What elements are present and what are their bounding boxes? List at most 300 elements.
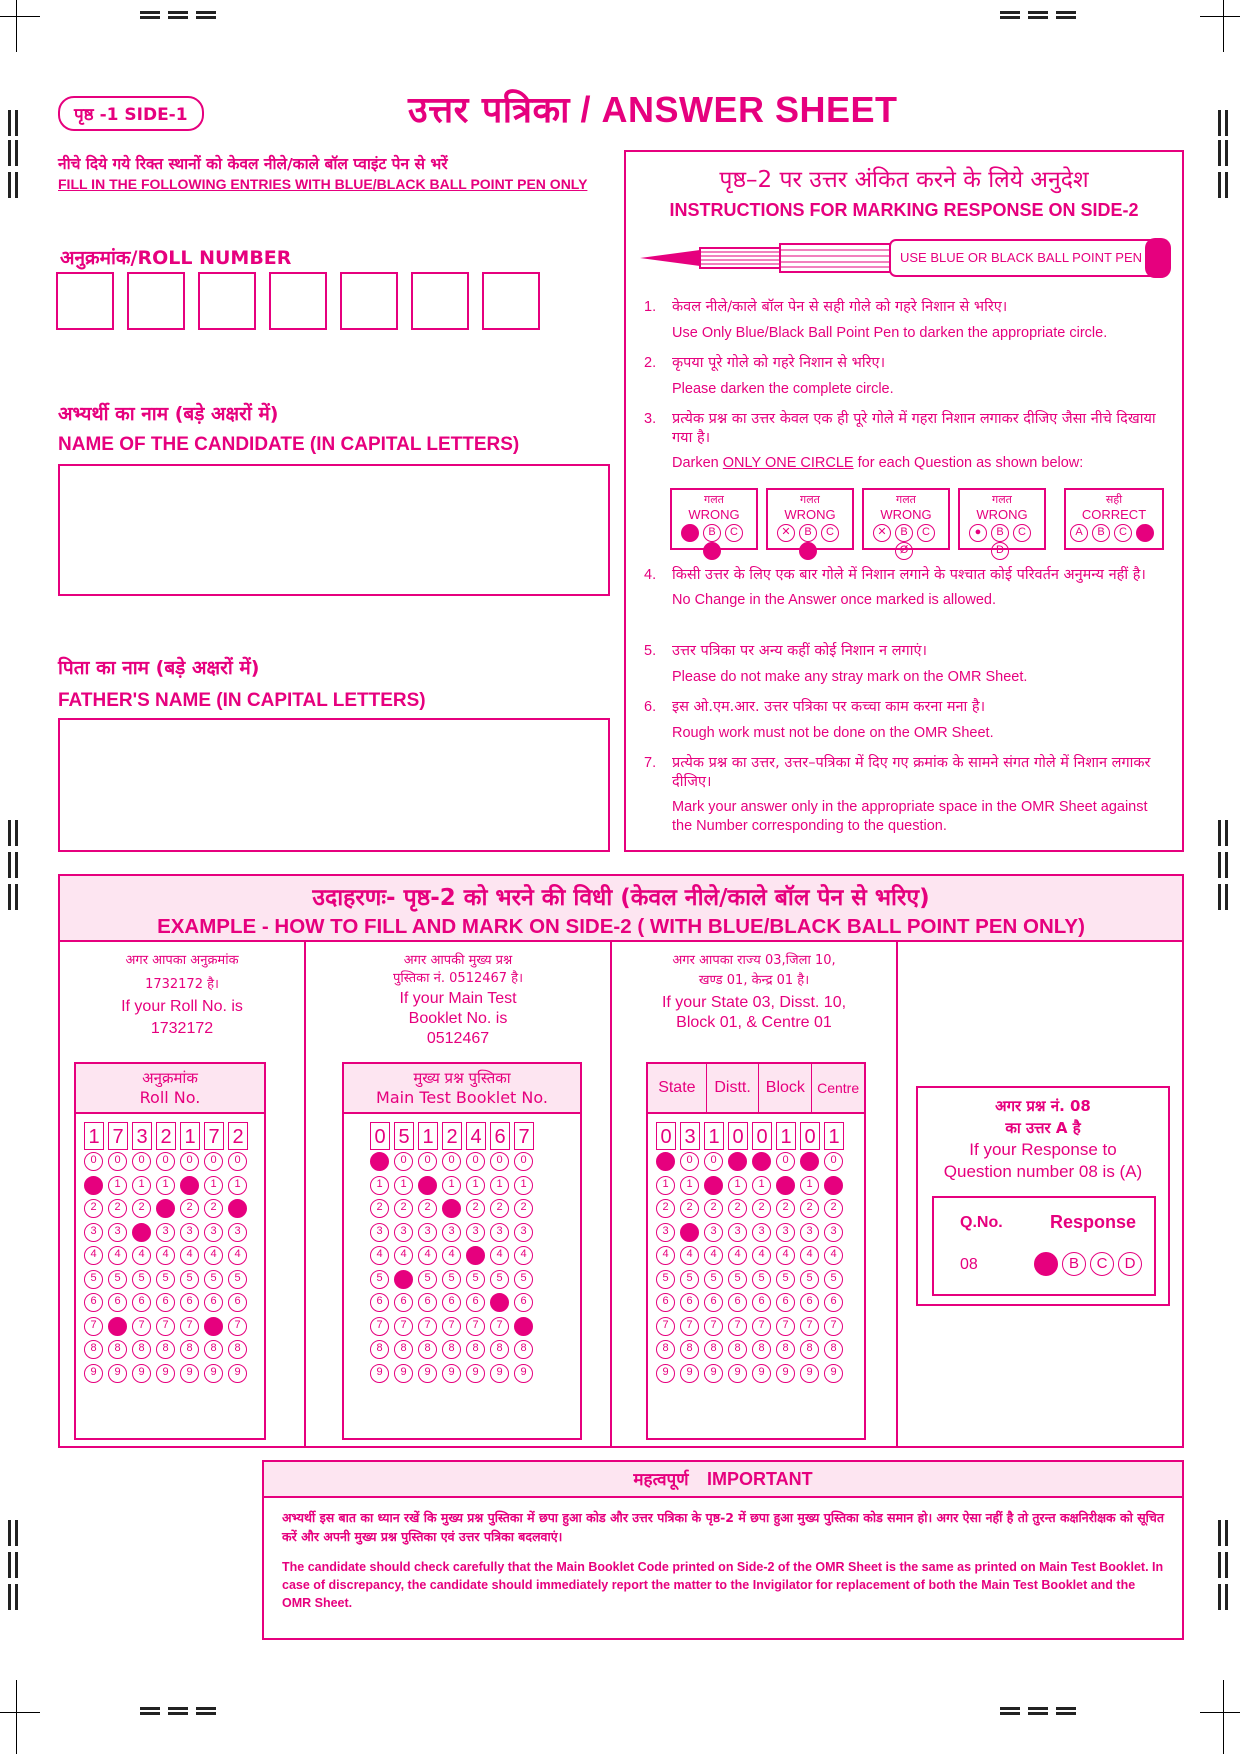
state-bubble-c8-4[interactable]: 4 — [824, 1246, 843, 1265]
roll-bubble-c2-1[interactable]: 1 — [108, 1176, 127, 1195]
page-title — [408, 84, 898, 133]
roll-bubble-c5-9[interactable]: 9 — [180, 1364, 199, 1383]
roll-bubble-c7-0[interactable]: 0 — [228, 1152, 247, 1171]
roll-bubble-c2-2[interactable]: 2 — [108, 1199, 127, 1218]
booklet-bubble-row-9 — [370, 1364, 538, 1388]
roll-bubble-c6-0[interactable]: 0 — [204, 1152, 223, 1171]
state-bubble-c3-6[interactable]: 6 — [704, 1293, 723, 1312]
state-bubble-row-7 — [656, 1317, 848, 1341]
state-bubble-c1-7[interactable]: 7 — [656, 1317, 675, 1336]
roll-bubble-c6-7[interactable]: 7 — [204, 1317, 223, 1336]
state-bubble-c3-3[interactable]: 3 — [704, 1223, 723, 1242]
item-english: No Change in the Answer once marked is allowed. — [672, 592, 997, 608]
state-bubble-c7-6[interactable]: 6 — [800, 1293, 819, 1312]
crop-mark-top-right — [1200, 0, 1240, 52]
state-digit-4: 0 — [728, 1122, 748, 1150]
state-bubble-c6-8[interactable]: 8 — [776, 1340, 795, 1359]
state-bubble-c4-7[interactable]: 7 — [728, 1317, 747, 1336]
roll-bubble-c6-8[interactable]: 8 — [204, 1340, 223, 1359]
booklet-bubble-c5-9[interactable]: 9 — [466, 1364, 485, 1383]
booklet-digit-5: 4 — [466, 1122, 486, 1150]
state-bubble-c4-9[interactable]: 9 — [728, 1364, 747, 1383]
marking-examples — [670, 488, 1170, 557]
state-bubble-c4-4[interactable]: 4 — [728, 1246, 747, 1265]
state-bubble-c7-9[interactable]: 9 — [800, 1364, 819, 1383]
roll-digit-4: 2 — [156, 1122, 176, 1150]
state-bubble-c3-4[interactable]: 4 — [704, 1246, 723, 1265]
roll-digit-box[interactable] — [198, 272, 256, 330]
booklet-bubble-c1-8[interactable]: 8 — [370, 1340, 389, 1359]
booklet-bubble-c4-0[interactable]: 0 — [442, 1152, 461, 1171]
roll-bubble-c2-8[interactable]: 8 — [108, 1340, 127, 1359]
father-name-label-english: FATHER'S NAME (IN CAPITAL LETTERS) — [58, 690, 426, 711]
roll-digit-7: 2 — [228, 1122, 248, 1150]
booklet-bubble-c7-2[interactable]: 2 — [514, 1199, 533, 1218]
booklet-bubble-c1-2[interactable]: 2 — [370, 1199, 389, 1218]
roll-bubble-c2-6[interactable]: 6 — [108, 1293, 127, 1312]
booklet-bubble-c4-7[interactable]: 7 — [442, 1317, 461, 1336]
booklet-bubble-c2-9[interactable]: 9 — [394, 1364, 413, 1383]
roll-bubble-c2-9[interactable]: 9 — [108, 1364, 127, 1383]
roll-bubble-c6-3[interactable]: 3 — [204, 1223, 223, 1242]
qno-value: 08 — [960, 1256, 978, 1273]
state-bubble-c1-8[interactable]: 8 — [656, 1340, 675, 1359]
booklet-bubble-c5-1[interactable]: 1 — [466, 1176, 485, 1195]
timing-marks-bottom-right — [1000, 1707, 1076, 1715]
booklet-bubble-c5-2[interactable]: 2 — [466, 1199, 485, 1218]
roll-digit-box[interactable] — [56, 272, 114, 330]
state-bubble-c6-5[interactable]: 5 — [776, 1270, 795, 1289]
state-bubble-c8-6[interactable]: 6 — [824, 1293, 843, 1312]
instructions-heading-hindi: पृष्ठ–2 पर उत्तर अंकित करने के लिये अनुदेश — [719, 167, 1089, 193]
roll-bubble-c6-1[interactable]: 1 — [204, 1176, 223, 1195]
roll-bubble-c2-4[interactable]: 4 — [108, 1246, 127, 1265]
item-english: Please darken the complete circle. — [672, 381, 894, 397]
state-bubble-c8-9[interactable]: 9 — [824, 1364, 843, 1383]
roll-bubble-c3-5[interactable]: 5 — [132, 1270, 151, 1289]
booklet-bubble-c4-3[interactable]: 3 — [442, 1223, 461, 1242]
state-bubble-c4-0[interactable]: 0 — [728, 1152, 747, 1171]
state-bubble-c2-8[interactable]: 8 — [680, 1340, 699, 1359]
booklet-bubble-c6-5[interactable]: 5 — [490, 1270, 509, 1289]
roll-bubble-c4-4[interactable]: 4 — [156, 1246, 175, 1265]
instruction-item-4 — [644, 566, 1168, 610]
roll-bubble-row-1 — [84, 1176, 252, 1200]
booklet-bubble-c3-1[interactable]: 1 — [418, 1176, 437, 1195]
state-bubble-c8-2[interactable]: 2 — [824, 1199, 843, 1218]
response-example: अगर प्रश्न नं. 08 का उत्तर A है If your Response to Question number 08 is (A) Q.No. Response 08 A B C D — [916, 1086, 1170, 1306]
roll-bubble-c3-4[interactable]: 4 — [132, 1246, 151, 1265]
state-bubble-c3-2[interactable]: 2 — [704, 1199, 723, 1218]
roll-bubble-c4-7[interactable]: 7 — [156, 1317, 175, 1336]
roll-bubble-c4-0[interactable]: 0 — [156, 1152, 175, 1171]
timing-marks-top-left — [140, 11, 216, 19]
roll-bubble-c6-4[interactable]: 4 — [204, 1246, 223, 1265]
response-bubble-b[interactable]: B — [1062, 1252, 1086, 1276]
state-bubble-c5-8[interactable]: 8 — [752, 1340, 771, 1359]
roll-bubble-c1-5[interactable]: 5 — [84, 1270, 103, 1289]
state-bubble-c4-1[interactable]: 1 — [728, 1176, 747, 1195]
timing-marks-top-right — [1000, 11, 1076, 19]
booklet-bubble-c6-3[interactable]: 3 — [490, 1223, 509, 1242]
state-bubble-row-2 — [656, 1199, 848, 1223]
roll-digit-2: 7 — [108, 1122, 128, 1150]
state-bubble-c8-0[interactable]: 0 — [824, 1152, 843, 1171]
response-box — [932, 1196, 1156, 1296]
roll-bubble-c6-9[interactable]: 9 — [204, 1364, 223, 1383]
state-bubble-c4-2[interactable]: 2 — [728, 1199, 747, 1218]
roll-bubble-c6-2[interactable]: 2 — [204, 1199, 223, 1218]
roll-bubble-row-2 — [84, 1199, 252, 1223]
roll-bubble-c5-7[interactable]: 7 — [180, 1317, 199, 1336]
roll-bubble-c3-2[interactable]: 2 — [132, 1199, 151, 1218]
state-bubble-c5-3[interactable]: 3 — [752, 1223, 771, 1242]
state-bubble-c2-7[interactable]: 7 — [680, 1317, 699, 1336]
booklet-bubble-c7-0[interactable]: 0 — [514, 1152, 533, 1171]
roll-bubble-c2-5[interactable]: 5 — [108, 1270, 127, 1289]
roll-bubble-c1-4[interactable]: 4 — [84, 1246, 103, 1265]
state-bubble-row-8 — [656, 1340, 848, 1364]
booklet-bubble-c2-2[interactable]: 2 — [394, 1199, 413, 1218]
state-bubble-c1-4[interactable]: 4 — [656, 1246, 675, 1265]
booklet-bubble-c3-4[interactable]: 4 — [418, 1246, 437, 1265]
booklet-bubble-c7-5[interactable]: 5 — [514, 1270, 533, 1289]
roll-bubble-c4-2[interactable]: 2 — [156, 1199, 175, 1218]
state-bubble-c8-7[interactable]: 7 — [824, 1317, 843, 1336]
booklet-bubble-c7-9[interactable]: 9 — [514, 1364, 533, 1383]
booklet-bubble-c1-4[interactable]: 4 — [370, 1246, 389, 1265]
booklet-bubble-c7-6[interactable]: 6 — [514, 1293, 533, 1312]
roll-bubble-c3-9[interactable]: 9 — [132, 1364, 151, 1383]
state-bubble-c6-4[interactable]: 4 — [776, 1246, 795, 1265]
roll-bubble-row-6 — [84, 1293, 252, 1317]
booklet-bubble-c1-1[interactable]: 1 — [370, 1176, 389, 1195]
response-bubble-d[interactable]: D — [1118, 1252, 1142, 1276]
important-heading-english: IMPORTANT — [706, 1469, 813, 1489]
booklet-bubble-c5-5[interactable]: 5 — [466, 1270, 485, 1289]
response-bubble-c[interactable]: C — [1090, 1252, 1114, 1276]
candidate-name-field[interactable] — [58, 464, 610, 596]
state-bubble-c6-6[interactable]: 6 — [776, 1293, 795, 1312]
roll-bubble-c4-8[interactable]: 8 — [156, 1340, 175, 1359]
state-bubble-c1-9[interactable]: 9 — [656, 1364, 675, 1383]
roll-bubble-c1-1[interactable]: 1 — [84, 1176, 103, 1195]
state-bubble-c2-1[interactable]: 1 — [680, 1176, 699, 1195]
booklet-bubble-c3-9[interactable]: 9 — [418, 1364, 437, 1383]
booklet-bubble-c3-7[interactable]: 7 — [418, 1317, 437, 1336]
state-bubble-c1-0[interactable]: 0 — [656, 1152, 675, 1171]
state-bubble-c4-6[interactable]: 6 — [728, 1293, 747, 1312]
booklet-bubble-c7-4[interactable]: 4 — [514, 1246, 533, 1265]
booklet-bubble-c1-5[interactable]: 5 — [370, 1270, 389, 1289]
roll-bubble-row-7 — [84, 1317, 252, 1341]
state-bubble-c2-9[interactable]: 9 — [680, 1364, 699, 1383]
roll-bubble-c7-5[interactable]: 5 — [228, 1270, 247, 1289]
roll-bubble-c7-2[interactable]: 2 — [228, 1199, 247, 1218]
booklet-bubble-c3-5[interactable]: 5 — [418, 1270, 437, 1289]
booklet-bubble-row-4 — [370, 1246, 538, 1270]
roll-digit-box[interactable] — [340, 272, 398, 330]
state-bubble-c2-0[interactable]: 0 — [680, 1152, 699, 1171]
roll-bubble-c6-6[interactable]: 6 — [204, 1293, 223, 1312]
roll-bubble-c1-3[interactable]: 3 — [84, 1223, 103, 1242]
booklet-bubble-c3-8[interactable]: 8 — [418, 1340, 437, 1359]
instructions-panel — [624, 150, 1184, 852]
roll-bubble-c2-0[interactable]: 0 — [108, 1152, 127, 1171]
roll-bubble-c7-3[interactable]: 3 — [228, 1223, 247, 1242]
roll-bubble-c2-3[interactable]: 3 — [108, 1223, 127, 1242]
booklet-bubble-c4-9[interactable]: 9 — [442, 1364, 461, 1383]
booklet-bubble-c1-7[interactable]: 7 — [370, 1317, 389, 1336]
roll-bubble-c4-5[interactable]: 5 — [156, 1270, 175, 1289]
state-bubble-c3-0[interactable]: 0 — [704, 1152, 723, 1171]
state-bubble-c7-4[interactable]: 4 — [800, 1246, 819, 1265]
roll-bubble-c3-3[interactable]: 3 — [132, 1223, 151, 1242]
response-bubble-a[interactable]: A — [1034, 1252, 1058, 1276]
crop-mark-top-left — [0, 0, 40, 52]
booklet-bubble-c4-8[interactable]: 8 — [442, 1340, 461, 1359]
state-bubble-c1-5[interactable]: 5 — [656, 1270, 675, 1289]
booklet-bubble-row-0 — [370, 1152, 538, 1176]
state-bubble-c7-7[interactable]: 7 — [800, 1317, 819, 1336]
roll-bubble-c7-1[interactable]: 1 — [228, 1176, 247, 1195]
state-digit-2: 3 — [680, 1122, 700, 1150]
item-hindi: प्रत्येक प्रश्न का उत्तर केवल एक ही पूरे गोले में गहरा निशान लगाकर दीजिए जैसा नीचे दिखाया गया है। — [672, 411, 1156, 446]
booklet-bubble-c5-4[interactable]: 4 — [466, 1246, 485, 1265]
example-wrong-1: गलत WRONG B C — [670, 488, 758, 550]
state-bubble-c6-2[interactable]: 2 — [776, 1199, 795, 1218]
state-bubble-c1-2[interactable]: 2 — [656, 1199, 675, 1218]
roll-bubble-c5-8[interactable]: 8 — [180, 1340, 199, 1359]
state-digit-8: 1 — [824, 1122, 844, 1150]
state-bubble-c2-5[interactable]: 5 — [680, 1270, 699, 1289]
state-bubble-c7-1[interactable]: 1 — [800, 1176, 819, 1195]
roll-bubble-c1-9[interactable]: 9 — [84, 1364, 103, 1383]
state-bubble-row-3 — [656, 1223, 848, 1247]
booklet-bubble-c1-6[interactable]: 6 — [370, 1293, 389, 1312]
booklet-bubble-c2-7[interactable]: 7 — [394, 1317, 413, 1336]
title-english: / ANSWER SHEET — [580, 89, 898, 130]
booklet-bubble-c3-2[interactable]: 2 — [418, 1199, 437, 1218]
state-bubble-c3-7[interactable]: 7 — [704, 1317, 723, 1336]
booklet-digit-3: 1 — [418, 1122, 438, 1150]
booklet-bubble-c2-4[interactable]: 4 — [394, 1246, 413, 1265]
booklet-bubble-c4-4[interactable]: 4 — [442, 1246, 461, 1265]
booklet-bubble-c3-6[interactable]: 6 — [418, 1293, 437, 1312]
booklet-bubble-c5-7[interactable]: 7 — [466, 1317, 485, 1336]
roll-bubble-c4-3[interactable]: 3 — [156, 1223, 175, 1242]
state-bubble-c5-5[interactable]: 5 — [752, 1270, 771, 1289]
state-bubble-c4-5[interactable]: 5 — [728, 1270, 747, 1289]
instruction-item-5 — [644, 642, 1168, 687]
roll-omr-grid: अनुक्रमांक Roll No. 1 7 3 2 1 7 2 0 0 0 0 0 0 0 1 1 1 1 1 1 1 2 2 2 2 2 2 2 3 3 3 3 3 3 3 4 4 4 4 4 4 4 5 5 5 5 5 5 5 6 6 6 6 6 6 6 7 7 7 7 7 7 7 8 8 8 8 8 8 8 9 9 9 9 9 9 9 — [74, 1062, 266, 1440]
booklet-bubble-c4-5[interactable]: 5 — [442, 1270, 461, 1289]
state-bubble-row-6 — [656, 1293, 848, 1317]
booklet-bubble-c6-2[interactable]: 2 — [490, 1199, 509, 1218]
booklet-bubble-c6-1[interactable]: 1 — [490, 1176, 509, 1195]
state-bubble-c3-1[interactable]: 1 — [704, 1176, 723, 1195]
example-heading-english: EXAMPLE - HOW TO FILL AND MARK ON SIDE-2 ( WITH BLUE/BLACK BALL POINT PEN ONLY) — [157, 915, 1085, 938]
state-bubble-c3-8[interactable]: 8 — [704, 1340, 723, 1359]
booklet-bubble-c6-7[interactable]: 7 — [490, 1317, 509, 1336]
booklet-bubble-c1-9[interactable]: 9 — [370, 1364, 389, 1383]
roll-bubble-c5-5[interactable]: 5 — [180, 1270, 199, 1289]
state-bubble-c7-0[interactable]: 0 — [800, 1152, 819, 1171]
state-bubble-c1-3[interactable]: 3 — [656, 1223, 675, 1242]
state-bubble-c7-3[interactable]: 3 — [800, 1223, 819, 1242]
item-hindi: इस ओ.एम.आर. उत्तर पत्रिका पर कच्चा काम करना मना है। — [672, 699, 986, 715]
booklet-bubble-c6-8[interactable]: 8 — [490, 1340, 509, 1359]
state-bubble-c5-1[interactable]: 1 — [752, 1176, 771, 1195]
roll-bubble-c5-6[interactable]: 6 — [180, 1293, 199, 1312]
roll-bubble-row-3 — [84, 1223, 252, 1247]
roll-number-label: अनुक्रमांक/ROLL NUMBER — [60, 247, 292, 269]
state-bubble-c8-5[interactable]: 5 — [824, 1270, 843, 1289]
roll-digit-box[interactable] — [482, 272, 540, 330]
timing-marks-bottom-left — [140, 1707, 216, 1715]
state-bubble-c1-6[interactable]: 6 — [656, 1293, 675, 1312]
booklet-bubble-c1-0[interactable]: 0 — [370, 1152, 389, 1171]
state-bubble-c6-3[interactable]: 3 — [776, 1223, 795, 1242]
roll-bubble-c7-4[interactable]: 4 — [228, 1246, 247, 1265]
state-bubble-c7-5[interactable]: 5 — [800, 1270, 819, 1289]
state-bubble-row-4 — [656, 1246, 848, 1270]
page-label: पृष्ठ -1 SIDE-1 — [58, 96, 204, 131]
roll-bubble-c5-2[interactable]: 2 — [180, 1199, 199, 1218]
qno-label: Q.No. — [960, 1214, 1003, 1231]
state-bubble-c2-4[interactable]: 4 — [680, 1246, 699, 1265]
state-bubble-c7-2[interactable]: 2 — [800, 1199, 819, 1218]
roll-bubble-c1-8[interactable]: 8 — [84, 1340, 103, 1359]
booklet-bubble-c2-8[interactable]: 8 — [394, 1340, 413, 1359]
state-bubble-c4-3[interactable]: 3 — [728, 1223, 747, 1242]
booklet-bubble-c2-0[interactable]: 0 — [394, 1152, 413, 1171]
roll-bubble-c3-1[interactable]: 1 — [132, 1176, 151, 1195]
state-bubble-c5-0[interactable]: 0 — [752, 1152, 771, 1171]
booklet-bubble-c5-0[interactable]: 0 — [466, 1152, 485, 1171]
booklet-bubble-c3-0[interactable]: 0 — [418, 1152, 437, 1171]
booklet-digit-7: 7 — [514, 1122, 534, 1150]
state-bubble-c5-4[interactable]: 4 — [752, 1246, 771, 1265]
state-bubble-c6-0[interactable]: 0 — [776, 1152, 795, 1171]
booklet-bubble-c2-6[interactable]: 6 — [394, 1293, 413, 1312]
roll-bubble-c3-6[interactable]: 6 — [132, 1293, 151, 1312]
booklet-bubble-c5-6[interactable]: 6 — [466, 1293, 485, 1312]
state-bubble-c5-7[interactable]: 7 — [752, 1317, 771, 1336]
booklet-bubble-c7-3[interactable]: 3 — [514, 1223, 533, 1242]
roll-bubble-c4-1[interactable]: 1 — [156, 1176, 175, 1195]
booklet-bubble-c7-7[interactable]: 7 — [514, 1317, 533, 1336]
roll-bubble-c5-0[interactable]: 0 — [180, 1152, 199, 1171]
roll-bubble-c6-5[interactable]: 5 — [204, 1270, 223, 1289]
booklet-bubble-c2-1[interactable]: 1 — [394, 1176, 413, 1195]
state-bubble-c4-8[interactable]: 8 — [728, 1340, 747, 1359]
item-hindi: किसी उत्तर के लिए एक बार गोले में निशान लगाने के पश्चात कोई परिवर्तन अनुमन्य नहीं है। — [672, 567, 1146, 583]
roll-bubble-c1-2[interactable]: 2 — [84, 1199, 103, 1218]
roll-bubble-c7-8[interactable]: 8 — [228, 1340, 247, 1359]
roll-bubble-c3-8[interactable]: 8 — [132, 1340, 151, 1359]
state-bubble-c7-8[interactable]: 8 — [800, 1340, 819, 1359]
roll-digit-box[interactable] — [269, 272, 327, 330]
roll-number-boxes[interactable] — [56, 272, 553, 335]
booklet-bubble-c6-0[interactable]: 0 — [490, 1152, 509, 1171]
state-bubble-c1-1[interactable]: 1 — [656, 1176, 675, 1195]
booklet-bubble-c5-8[interactable]: 8 — [466, 1340, 485, 1359]
roll-digit-box[interactable] — [411, 272, 469, 330]
booklet-bubble-row-1 — [370, 1176, 538, 1200]
item-hindi: कृपया पूरे गोले को गहरे निशान से भरिए। — [672, 355, 886, 371]
roll-bubble-c3-7[interactable]: 7 — [132, 1317, 151, 1336]
roll-bubble-row-0 — [84, 1152, 252, 1176]
roll-digit-box[interactable] — [127, 272, 185, 330]
state-bubble-c2-6[interactable]: 6 — [680, 1293, 699, 1312]
roll-bubble-c5-4[interactable]: 4 — [180, 1246, 199, 1265]
state-digit-3: 1 — [704, 1122, 724, 1150]
state-bubble-c6-1[interactable]: 1 — [776, 1176, 795, 1195]
roll-bubble-c1-0[interactable]: 0 — [84, 1152, 103, 1171]
example-heading-hindi: उदाहरणः- पृष्ठ-2 को भरने की विधी (केवल नीले/काले बॉल पेन से भरिए) — [312, 885, 930, 911]
roll-bubble-c7-6[interactable]: 6 — [228, 1293, 247, 1312]
roll-bubble-c5-1[interactable]: 1 — [180, 1176, 199, 1195]
booklet-bubble-c3-3[interactable]: 3 — [418, 1223, 437, 1242]
roll-bubble-c1-7[interactable]: 7 — [84, 1317, 103, 1336]
booklet-bubble-c6-6[interactable]: 6 — [490, 1293, 509, 1312]
state-bubble-c3-9[interactable]: 9 — [704, 1364, 723, 1383]
roll-bubble-c7-9[interactable]: 9 — [228, 1364, 247, 1383]
pen-text: USE BLUE OR BLACK BALL POINT PEN — [899, 250, 1143, 265]
roll-bubble-c2-7[interactable]: 7 — [108, 1317, 127, 1336]
state-bubble-c8-3[interactable]: 3 — [824, 1223, 843, 1242]
booklet-bubble-c2-5[interactable]: 5 — [394, 1270, 413, 1289]
state-digit-1: 0 — [656, 1122, 676, 1150]
booklet-bubble-c4-2[interactable]: 2 — [442, 1199, 461, 1218]
booklet-bubble-c5-3[interactable]: 3 — [466, 1223, 485, 1242]
roll-bubble-row-4 — [84, 1246, 252, 1270]
roll-bubble-c5-3[interactable]: 3 — [180, 1223, 199, 1242]
roll-bubble-c4-9[interactable]: 9 — [156, 1364, 175, 1383]
booklet-bubble-c7-1[interactable]: 1 — [514, 1176, 533, 1195]
roll-bubble-row-9 — [84, 1364, 252, 1388]
title-hindi: उत्तर पत्रिका — [408, 90, 570, 131]
state-bubble-row-1 — [656, 1176, 848, 1200]
state-bubble-c5-6[interactable]: 6 — [752, 1293, 771, 1312]
state-bubble-c5-9[interactable]: 9 — [752, 1364, 771, 1383]
booklet-bubble-c2-3[interactable]: 3 — [394, 1223, 413, 1242]
state-bubble-c8-8[interactable]: 8 — [824, 1340, 843, 1359]
booklet-bubble-c6-4[interactable]: 4 — [490, 1246, 509, 1265]
state-bubble-c5-2[interactable]: 2 — [752, 1199, 771, 1218]
example-wrong-2: गलत WRONG ✕ B C — [766, 488, 854, 550]
booklet-bubble-c1-3[interactable]: 3 — [370, 1223, 389, 1242]
booklet-bubble-c4-1[interactable]: 1 — [442, 1176, 461, 1195]
booklet-bubble-c4-6[interactable]: 6 — [442, 1293, 461, 1312]
roll-bubble-c3-0[interactable]: 0 — [132, 1152, 151, 1171]
booklet-bubble-c6-9[interactable]: 9 — [490, 1364, 509, 1383]
booklet-digit-4: 2 — [442, 1122, 462, 1150]
state-bubble-c6-7[interactable]: 7 — [776, 1317, 795, 1336]
state-bubble-c8-1[interactable]: 1 — [824, 1176, 843, 1195]
roll-bubble-c1-6[interactable]: 6 — [84, 1293, 103, 1312]
state-bubble-c3-5[interactable]: 5 — [704, 1270, 723, 1289]
roll-bubble-c4-6[interactable]: 6 — [156, 1293, 175, 1312]
roll-bubble-c7-7[interactable]: 7 — [228, 1317, 247, 1336]
father-name-field[interactable] — [58, 718, 610, 852]
state-bubble-c2-3[interactable]: 3 — [680, 1223, 699, 1242]
state-bubble-c2-2[interactable]: 2 — [680, 1199, 699, 1218]
booklet-bubble-c7-8[interactable]: 8 — [514, 1340, 533, 1359]
item-number: 6. — [644, 699, 657, 715]
state-bubble-c6-9[interactable]: 9 — [776, 1364, 795, 1383]
